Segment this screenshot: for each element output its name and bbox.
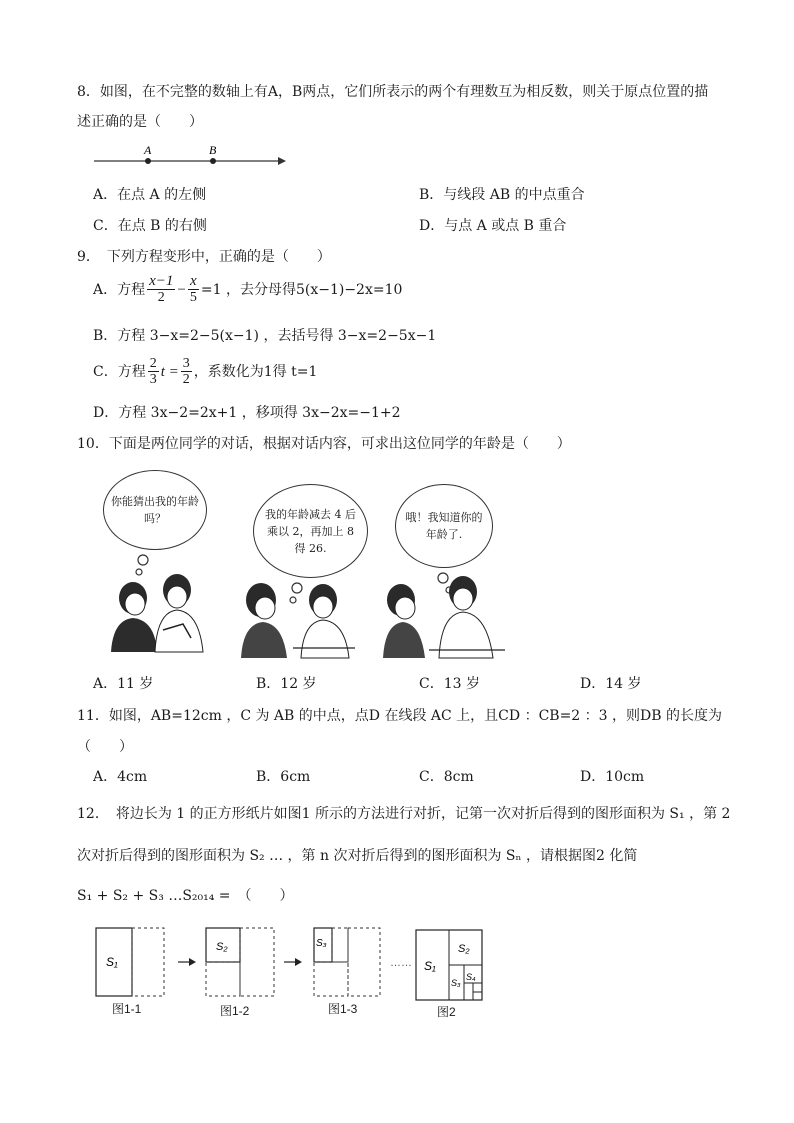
q11-option-d: D．10cm <box>580 769 645 785</box>
q10-option-c: C．13 岁 <box>419 676 480 692</box>
q9-a-frac1-num: x−1 <box>149 273 174 289</box>
q11-option-a: A．4cm <box>93 769 148 785</box>
q11-stem-line1: 11．如图，AB=12cm ，C 为 AB 的中点，点D 在线段 AC 上，且CD ：CB=2 ：3 ，则DB 的长度为 <box>77 708 722 724</box>
q9-c-frac1-num: 2 <box>149 356 157 371</box>
q12-stem-line3: S₁ + S₂ + S₃ …S₂₀₁₄ = （ ） <box>77 888 294 904</box>
q9-a-frac1-den: 2 <box>157 290 165 305</box>
q8-stem-line2: 述正确的是（ ） <box>77 114 203 130</box>
ellipsis-dots: …… <box>390 957 412 969</box>
q8-option-d: D．与点 A 或点 B 重合 <box>419 218 567 234</box>
fig-2 <box>416 930 482 1000</box>
speech-bubble-3: 哦！我知道你的年龄了. <box>395 484 493 568</box>
q9-a-frac2-num: x <box>190 273 197 289</box>
fig1-2-s2-label: S₂ <box>216 941 228 953</box>
q9-stem: 9． 下列方程变形中，正确的是（ ） <box>77 249 331 265</box>
q9-option-a <box>93 274 402 305</box>
fig1-1-s1-label: S₁ <box>106 955 118 969</box>
q9-option-b: B．方程 3−x=2−5(x−1) ，去括号得 3−x=2−5x−1 <box>93 328 437 344</box>
folding-figure <box>90 922 490 1022</box>
q11-option-b: B．6cm <box>256 769 311 785</box>
q10-option-a: A．11 岁 <box>93 676 154 692</box>
dialogue-illustration <box>93 462 513 662</box>
fig2-s4-label: S₄ <box>466 972 476 982</box>
fig2-s2-label: S₂ <box>458 943 470 955</box>
q11-option-c: C．8cm <box>419 769 474 785</box>
fig-1-1 <box>96 928 164 996</box>
arrow-1-icon <box>178 958 196 966</box>
q8-option-b: B．与线段 AB 的中点重合 <box>419 187 585 203</box>
point-b-dot <box>210 158 216 164</box>
fig-1-2 <box>206 928 274 996</box>
q8-option-c: C．在点 B 的右侧 <box>93 218 207 234</box>
q10-stem: 10．下面是两位同学的对话，根据对话内容，可求出这位同学的年龄是（ ） <box>77 436 571 452</box>
number-line-figure <box>90 142 295 172</box>
q9-a-minus: − <box>177 281 186 298</box>
panel1-students <box>111 574 203 652</box>
q9-c-rest: ，系数化为1得 t=1 <box>193 363 318 380</box>
point-b-label: B <box>209 143 217 157</box>
q8-option-a: A．在点 A 的左侧 <box>93 187 207 203</box>
q9-c-prefix: C．方程 <box>93 363 146 380</box>
q9-c-frac1 <box>148 356 159 387</box>
caption-fig-1-3: 图1-3 <box>328 1002 358 1016</box>
q9-c-frac2 <box>181 356 192 387</box>
q9-a-frac2 <box>188 274 199 305</box>
point-a-dot <box>145 158 151 164</box>
fig2-s1-label: S₁ <box>424 959 436 973</box>
students-drawing <box>93 462 513 662</box>
q9-c-frac2-num: 3 <box>182 356 190 371</box>
q8-stem-line1: 8．如图，在不完整的数轴上有A，B两点，它们所表示的两个有理数互为相反数，则关于原点位置的描 <box>77 84 709 100</box>
fig1-3-s3-label: S₃ <box>316 938 327 949</box>
number-line-arrow-icon <box>278 157 286 165</box>
speech-bubble-1: 你能猜出我的年龄吗？ <box>103 470 207 550</box>
caption-fig-1-2: 图1-2 <box>220 1004 250 1018</box>
q10-option-d: D．14 岁 <box>580 676 642 692</box>
arrow-2-icon <box>284 958 302 966</box>
panel2-students <box>241 583 355 658</box>
caption-fig-1-1: 图1-1 <box>112 1002 142 1016</box>
q11-stem-line2: （ ） <box>77 739 133 755</box>
q12-stem-line1: 12． 将边长为 1 的正方形纸片如图1 所示的方法进行对折，记第一次对折后得到的图形面积为 S₁ ，第 2 <box>77 806 731 822</box>
point-a-label: A <box>144 143 152 157</box>
caption-fig-2: 图2 <box>437 1005 456 1019</box>
q9-option-c <box>93 356 317 387</box>
panel3-students <box>383 576 505 658</box>
q9-a-frac1 <box>147 274 175 305</box>
q9-c-mid: t = <box>160 363 179 380</box>
q10-option-b: B．12 岁 <box>256 676 317 692</box>
q9-a-frac2-den: 5 <box>189 290 197 305</box>
fig2-s3-label: S₃ <box>451 978 461 988</box>
fig-1-3 <box>314 928 380 996</box>
speech-bubble-2: 我的年龄减去 4 后乘以 2，再加上 8 得 26. <box>253 484 368 578</box>
q9-a-prefix: A．方程 <box>93 281 146 298</box>
q9-c-frac1-den: 3 <box>149 372 157 387</box>
q12-stem-line2: 次对折后得到的图形面积为 S₂ … ，第 n 次对折后得到的图形面积为 Sₙ ，请根据图2 化简 <box>77 848 638 864</box>
q9-c-frac2-den: 2 <box>182 372 190 387</box>
q9-option-d: D．方程 3x−2=2x+1 ，移项得 3x−2x=−1+2 <box>93 405 401 421</box>
q9-a-rest: =1 ，去分母得5(x−1)−2x=10 <box>200 281 403 298</box>
